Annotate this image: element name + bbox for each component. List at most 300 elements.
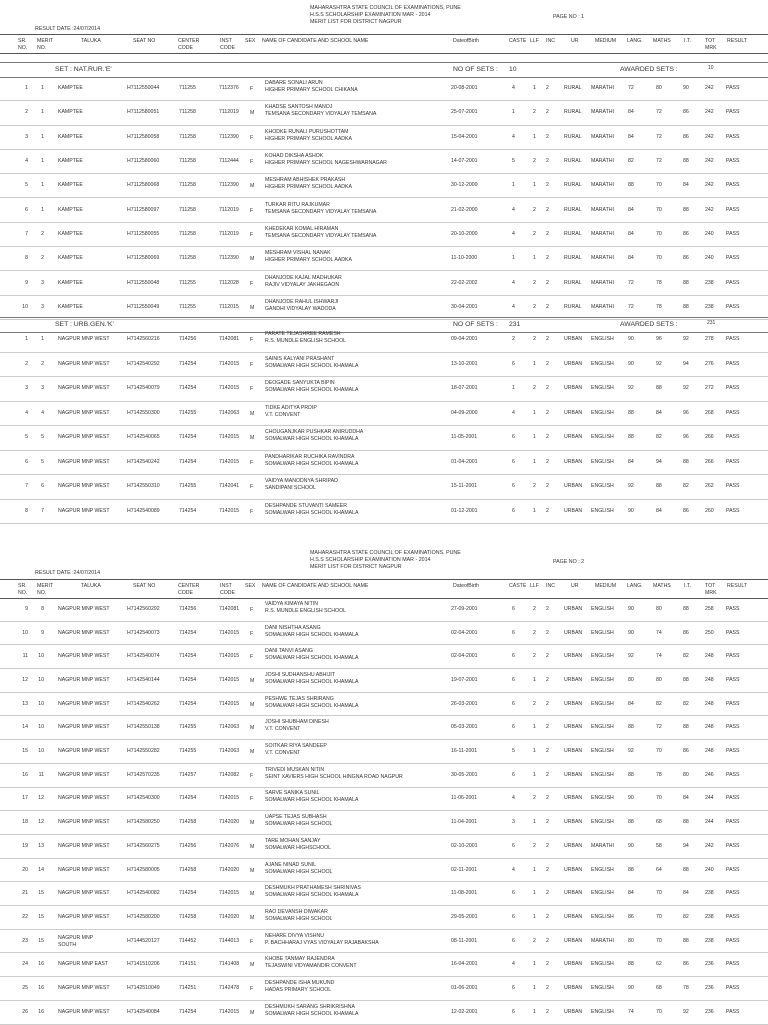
school-name: HIGHER PRIMARY SCHOOL AADKA	[265, 135, 352, 142]
cell-sr: 9	[25, 605, 28, 612]
cell-it: 94	[683, 360, 689, 367]
cell-center: 714258	[179, 819, 197, 826]
cell-result: PASS	[726, 483, 740, 490]
cell-result: PASS	[726, 866, 740, 873]
candidate-name: TRIVEDI MUSKAN NITIN	[265, 766, 325, 773]
cell-maths: 82	[656, 700, 662, 707]
col-dob: DateofBirth	[453, 38, 479, 44]
cell-seat: H7112580097	[127, 206, 160, 213]
cell-seat: H7142540082	[127, 890, 160, 897]
cell-sex: M	[250, 701, 255, 708]
cell-tot: 244	[705, 819, 714, 826]
cell-inc: 2	[546, 230, 549, 237]
cell-llf: 2	[533, 303, 536, 310]
col-merit-2: NO.	[37, 44, 47, 51]
cell-inc: 2	[546, 629, 549, 636]
cell-seat: H7142560216	[127, 336, 160, 343]
cell-it: 84	[683, 890, 689, 897]
cell-merit: 12	[38, 819, 44, 826]
cell-it: 82	[683, 913, 689, 920]
col-merit: MERIT	[37, 583, 54, 589]
cell-caste: 6	[512, 483, 515, 490]
cell-inst: 7112028	[219, 279, 239, 286]
cell-merit: 1	[41, 133, 44, 140]
cell-result: PASS	[726, 230, 740, 237]
school-name: V.T. CONVENT	[265, 726, 301, 733]
candidate-name: UAPSE TEJAS SUBHASH	[265, 814, 327, 821]
cell-inst: 7142015	[219, 1008, 240, 1015]
cell-maths: 62	[656, 961, 662, 968]
cell-sr: 7	[25, 230, 28, 237]
cell-llf: 1	[533, 961, 536, 968]
cell-llf: 1	[533, 676, 536, 683]
cell-maths: 70	[656, 1008, 662, 1015]
candidate-name: DHANJODE KAJAL MADHUKAR	[265, 274, 342, 281]
cell-medium: MARATHI	[591, 937, 614, 944]
cell-llf: 1	[533, 819, 536, 826]
cell-sr: 16	[22, 771, 28, 778]
cell-merit: 12	[38, 795, 44, 802]
cell-inc: 2	[546, 700, 549, 707]
cell-tot: 236	[705, 961, 714, 968]
cell-merit: 1	[41, 336, 44, 343]
cell-it: 86	[683, 133, 689, 140]
cell-inst: 7142015	[219, 890, 240, 897]
cell-sex: M	[250, 183, 255, 190]
cell-medium: ENGLISH	[591, 961, 614, 968]
cell-caste: 3	[512, 819, 515, 826]
table-row	[0, 621, 768, 646]
cell-caste: 6	[512, 360, 515, 367]
cell-maths: 70	[656, 937, 662, 944]
cell-ur: URBAN	[564, 336, 583, 343]
cell-llf: 1	[533, 724, 536, 731]
cell-seat: H7142570235	[127, 771, 160, 778]
cell-sex: M	[250, 914, 255, 921]
cell-inc: 2	[546, 676, 549, 683]
cell-result: PASS	[726, 255, 740, 262]
cell-result: PASS	[726, 961, 740, 968]
cell-tot: 248	[705, 700, 714, 707]
cell-tot: 266	[705, 434, 714, 441]
cell-lang: 88	[628, 961, 634, 968]
cell-taluka: NAGPUR MNP WEST	[58, 771, 110, 778]
cell-medium: MARATHI	[591, 255, 614, 262]
candidate-name: DHANJODE RAHUL ISHWARJI	[265, 298, 339, 305]
cell-maths: 70	[656, 182, 662, 189]
cell-inc: 2	[546, 771, 549, 778]
table-row	[0, 327, 768, 353]
cell-tot: 236	[705, 1008, 714, 1015]
cell-sex: F	[250, 938, 254, 945]
cell-maths: 68	[656, 819, 662, 826]
cell-sex: M	[250, 962, 255, 969]
cell-tot: 272	[705, 385, 714, 392]
cell-ur: URBAN	[564, 653, 583, 660]
cell-tot: 238	[705, 890, 714, 897]
cell-merit: 5	[41, 458, 44, 465]
candidate-name: VAIDYA KIMAYA NITIN	[265, 600, 318, 607]
cell-taluka: KAMPTEE	[58, 182, 83, 189]
cell-caste: 6	[512, 724, 515, 731]
cell-llf: 1	[533, 913, 536, 920]
cell-inst: 7142020	[219, 866, 240, 873]
cell-sr: 9	[25, 279, 28, 286]
cell-dob: 13-10-2001	[451, 360, 478, 367]
cell-sex: M	[250, 410, 255, 417]
cell-ur: URBAN	[564, 409, 583, 416]
table-row	[0, 929, 768, 954]
cell-dob: 11-10-2000	[451, 255, 478, 262]
cell-sex: F	[250, 337, 254, 344]
cell-caste: 6	[512, 434, 515, 441]
cell-inst: 7112390	[219, 255, 239, 262]
cell-sex: F	[250, 459, 254, 466]
cell-sex: F	[250, 654, 254, 661]
school-name: V.T. CONVENT	[265, 750, 301, 757]
cell-inc: 2	[546, 458, 549, 465]
cell-llf: 1	[533, 866, 536, 873]
cell-maths: 70	[656, 748, 662, 755]
cell-ur: RURAL	[564, 255, 582, 262]
cell-taluka: KAMPTEE	[58, 133, 83, 140]
cell-ur: RURAL	[564, 85, 582, 92]
cell-tot: 240	[705, 866, 714, 873]
cell-inst: 7112019	[219, 109, 239, 116]
cell-ur: URBAN	[564, 483, 583, 490]
cell-result: PASS	[726, 507, 740, 514]
cell-tot: 262	[705, 483, 714, 490]
cell-merit: 4	[41, 409, 44, 416]
col-result: RESULT	[727, 38, 748, 44]
cell-inc: 2	[546, 842, 549, 849]
cell-medium: ENGLISH	[591, 507, 614, 514]
cell-seat: H7142540074	[127, 653, 160, 660]
table-row	[0, 905, 768, 930]
cell-maths: 80	[656, 605, 662, 612]
cell-tot: 242	[705, 109, 714, 116]
cell-tot: 246	[705, 771, 714, 778]
cell-result: PASS	[726, 748, 740, 755]
cell-inc: 2	[546, 360, 549, 367]
col-sr: SR.	[18, 583, 27, 589]
cell-maths: 68	[656, 985, 662, 992]
cell-tot: 238	[705, 913, 714, 920]
cell-maths: 94	[656, 458, 662, 465]
cell-medium: MARATHI	[591, 158, 614, 165]
cell-lang: 72	[628, 303, 634, 310]
cell-dob: 30-12-2000	[451, 182, 478, 189]
cell-llf: 1	[533, 434, 536, 441]
school-name: TEMSANA SECONDARY VIDYALAY TEMSANA	[265, 232, 377, 239]
school-name: HIGHER PRIMARY SCHOOL NAGESHWARNAGAR	[265, 160, 387, 167]
cell-result: PASS	[726, 158, 740, 165]
cell-sr: 4	[25, 409, 28, 416]
cell-center: 714251	[179, 985, 197, 992]
cell-center: 714254	[179, 385, 197, 392]
cell-lang: 88	[628, 866, 634, 873]
cell-ur: URBAN	[564, 937, 583, 944]
cell-merit: 15	[38, 890, 44, 897]
school-name: SOMALWAR HIGH SCHOOL KHAMALA	[265, 631, 359, 638]
candidate-name: DABARE SONALI ARUN	[265, 80, 323, 87]
cell-it: 86	[683, 230, 689, 237]
cell-seat: H7142540089	[127, 507, 160, 514]
cell-seat: H7142540065	[127, 434, 160, 441]
cell-dob: 19-07-2001	[451, 676, 478, 683]
cell-center: 714255	[179, 748, 197, 755]
cell-it: 78	[683, 985, 689, 992]
school-name: SOMALWAR HIGH SCHOOL KHAMALA	[265, 362, 359, 369]
cell-maths: 72	[656, 133, 662, 140]
cell-inst: 7142015	[219, 434, 240, 441]
cell-lang: 90	[628, 360, 634, 367]
cell-maths: 72	[656, 109, 662, 116]
col-ur: UR	[571, 583, 579, 589]
set-label: SET : URB.GEN.'K'	[55, 321, 114, 328]
cell-caste: 4	[512, 133, 515, 140]
table-row	[0, 499, 768, 525]
cell-tot: 268	[705, 409, 714, 416]
cell-center: 714258	[179, 866, 197, 873]
cell-sex: F	[250, 280, 254, 287]
cell-sr: 21	[22, 890, 28, 897]
cell-maths: 74	[656, 653, 662, 660]
cell-seat: H7142510049	[127, 985, 160, 992]
column-header-row	[0, 579, 768, 599]
col-tot: TOT	[705, 38, 716, 44]
col-medium: MEDIUM	[595, 38, 617, 44]
table-row	[0, 246, 768, 271]
cell-inc: 2	[546, 795, 549, 802]
table-row	[0, 474, 768, 500]
cell-seat: H7142540292	[127, 360, 160, 367]
cell-medium: MARATHI	[591, 303, 614, 310]
cell-taluka: NAGPUR MNP WEST	[58, 819, 110, 826]
cell-maths: 58	[656, 842, 662, 849]
cell-medium: ENGLISH	[591, 605, 614, 612]
cell-inc: 2	[546, 653, 549, 660]
cell-result: PASS	[726, 842, 740, 849]
cell-it: 82	[683, 700, 689, 707]
cell-result: PASS	[726, 303, 740, 310]
col-inst-2: CODE	[220, 44, 235, 51]
cell-sex: M	[250, 304, 255, 311]
cell-center: 711255	[179, 279, 196, 286]
cell-taluka: NAGPUR MNP WEST	[58, 629, 110, 636]
set-label: SET : NAT.RUR.'E'	[55, 66, 112, 73]
cell-dob: 30-04-2001	[451, 303, 478, 310]
candidate-name: KOHAD DIKSHA ASHOK	[265, 153, 324, 160]
cell-medium: ENGLISH	[591, 1008, 614, 1015]
cell-llf: 1	[533, 771, 536, 778]
cell-result: PASS	[726, 409, 740, 416]
cell-sex: M	[250, 867, 255, 874]
school-name: HADAS PRIMARY SCHOOL	[265, 987, 332, 994]
cell-seat: H7142540144	[127, 676, 160, 683]
col-maths: MATHS	[653, 583, 671, 589]
cell-center: 714254	[179, 890, 197, 897]
cell-center: 711258	[179, 109, 196, 116]
cell-inc: 2	[546, 890, 549, 897]
cell-result: PASS	[726, 109, 740, 116]
table-row	[0, 450, 768, 476]
cell-inst: 7142081	[219, 605, 240, 612]
cell-medium: ENGLISH	[591, 819, 614, 826]
awarded-sets-value: 231	[707, 320, 716, 326]
cell-ur: URBAN	[564, 629, 583, 636]
cell-tot: 248	[705, 653, 714, 660]
school-name: SOMALWAR HIGH SCHOOL KHAMALA	[265, 460, 359, 467]
table-row	[0, 149, 768, 174]
cell-ur: RURAL	[564, 303, 582, 310]
cell-taluka: NAGPUR MNP WEST	[58, 653, 110, 660]
cell-dob: 08-11-2001	[451, 937, 478, 944]
cell-sex: F	[250, 508, 254, 515]
cell-result: PASS	[726, 1008, 740, 1015]
candidate-name: MESHRAM VISHAL NANAK	[265, 250, 331, 257]
cell-lang: 84	[628, 109, 634, 116]
cell-center: 711258	[179, 230, 196, 237]
cell-maths: 70	[656, 230, 662, 237]
cell-tot: 248	[705, 748, 714, 755]
cell-sex: M	[250, 891, 255, 898]
candidate-name: SAINIS KALYANI PRASHANT	[265, 355, 335, 362]
candidate-name: SOITKAR RIYA SANDEEP	[265, 743, 327, 750]
cell-maths: 74	[656, 629, 662, 636]
col-tot: TOT	[705, 583, 716, 589]
cell-merit: 5	[41, 434, 44, 441]
page-number: PAGE NO : 2	[553, 559, 585, 565]
table-row	[0, 376, 768, 402]
cell-sr: 1	[25, 336, 28, 343]
page-header	[310, 5, 461, 26]
col-lang: LANG.	[627, 583, 643, 589]
cell-it: 86	[683, 255, 689, 262]
cell-dob: 11-08-2001	[451, 890, 478, 897]
cell-seat: H7142540079	[127, 385, 160, 392]
awarded-sets-value: 10	[708, 65, 714, 71]
cell-result: PASS	[726, 279, 740, 286]
cell-seat: H7142560292	[127, 605, 160, 612]
cell-sr: 22	[22, 913, 28, 920]
table-row	[0, 401, 768, 427]
cell-lang: 90	[628, 842, 634, 849]
cell-medium: ENGLISH	[591, 748, 614, 755]
cell-sex: F	[250, 796, 254, 803]
cell-center: 714452	[179, 937, 197, 944]
cell-it: 84	[683, 182, 689, 189]
cell-maths: 78	[656, 279, 662, 286]
col-it: I.T.	[684, 38, 691, 44]
candidate-name: KHOBE TANMAY RAJENDRA	[265, 956, 335, 963]
cell-merit: 8	[41, 605, 44, 612]
cell-result: PASS	[726, 206, 740, 213]
table-row	[0, 787, 768, 812]
school-name: TEMSANA SECONDARY VIDYALAY TEMSANA	[265, 111, 377, 118]
school-name: TEJASWINI VIDYAMANDIR CONVENT	[265, 963, 357, 970]
cell-it: 88	[683, 605, 689, 612]
cell-merit: 2	[41, 255, 44, 262]
cell-tot: 266	[705, 458, 714, 465]
cell-lang: 90	[628, 985, 634, 992]
cell-ur: URBAN	[564, 985, 583, 992]
cell-sr: 25	[22, 985, 28, 992]
col-center-2: CODE	[178, 589, 193, 596]
cell-dob: 27-09-2001	[451, 605, 478, 612]
table-row	[0, 352, 768, 378]
result-date: RESULT DATE :24/07/2014	[35, 570, 101, 576]
cell-medium: ENGLISH	[591, 866, 614, 873]
cell-center: 714255	[179, 409, 197, 416]
cell-lang: 92	[628, 653, 634, 660]
cell-merit: 9	[41, 629, 44, 636]
cell-dob: 20-10-2000	[451, 230, 478, 237]
cell-sr: 19	[22, 842, 28, 849]
cell-sr: 10	[22, 303, 28, 310]
cell-lang: 80	[628, 937, 634, 944]
col-medium: MEDIUM	[595, 583, 617, 589]
cell-inst: 7112015	[219, 303, 239, 310]
cell-ur: URBAN	[564, 771, 583, 778]
cell-caste: 2	[512, 336, 515, 343]
cell-inst: 7142015	[219, 795, 240, 802]
cell-center: 714254	[179, 458, 197, 465]
cell-seat: H7142550310	[127, 483, 160, 490]
cell-maths: 70	[656, 206, 662, 213]
candidate-name: TURKAR RITU RAJKUMAR	[265, 201, 330, 208]
cell-center: 711258	[179, 182, 196, 189]
cell-it: 92	[683, 385, 689, 392]
result-date: RESULT DATE :24/07/2014	[35, 26, 101, 32]
cell-ur: RURAL	[564, 133, 582, 140]
cell-medium: MARATHI	[591, 109, 614, 116]
cell-seat: H7142540073	[127, 629, 160, 636]
cell-dob: 29-05-2001	[451, 913, 478, 920]
cell-taluka: NAGPUR MNP	[58, 934, 94, 941]
cell-inst: 7142015	[219, 385, 240, 392]
cell-center: 714254	[179, 1008, 197, 1015]
candidate-name: DANI TANVI ASANG	[265, 648, 313, 655]
cell-maths: 80	[656, 85, 662, 92]
cell-sex: M	[250, 677, 255, 684]
cell-inc: 2	[546, 937, 549, 944]
cell-inst: 7142478	[219, 985, 240, 992]
col-center-2: CODE	[178, 44, 193, 51]
cell-caste: 1	[512, 385, 515, 392]
table-row	[0, 1000, 768, 1025]
cell-center: 714256	[179, 336, 197, 343]
cell-merit: 16	[38, 1008, 44, 1015]
candidate-name: VAIDYA MANODNYA SHRIPAD	[265, 478, 338, 485]
cell-sex: M	[250, 725, 255, 732]
cell-medium: ENGLISH	[591, 724, 614, 731]
cell-seat: H7112580068	[127, 182, 160, 189]
school-name: SOMALWAR HIGH SCHOOL	[265, 868, 333, 875]
cell-inc: 2	[546, 279, 549, 286]
cell-seat: H7112550049	[127, 303, 160, 310]
cell-inst: 7112376	[219, 85, 239, 92]
cell-result: PASS	[726, 133, 740, 140]
cell-dob: 25-07-2001	[451, 109, 478, 116]
cell-medium: ENGLISH	[591, 385, 614, 392]
cell-result: PASS	[726, 385, 740, 392]
cell-dob: 09-04-2001	[451, 336, 478, 343]
cell-llf: 2	[533, 385, 536, 392]
cell-center: 714254	[179, 795, 197, 802]
cell-ur: URBAN	[564, 819, 583, 826]
cell-sr: 3	[25, 133, 28, 140]
